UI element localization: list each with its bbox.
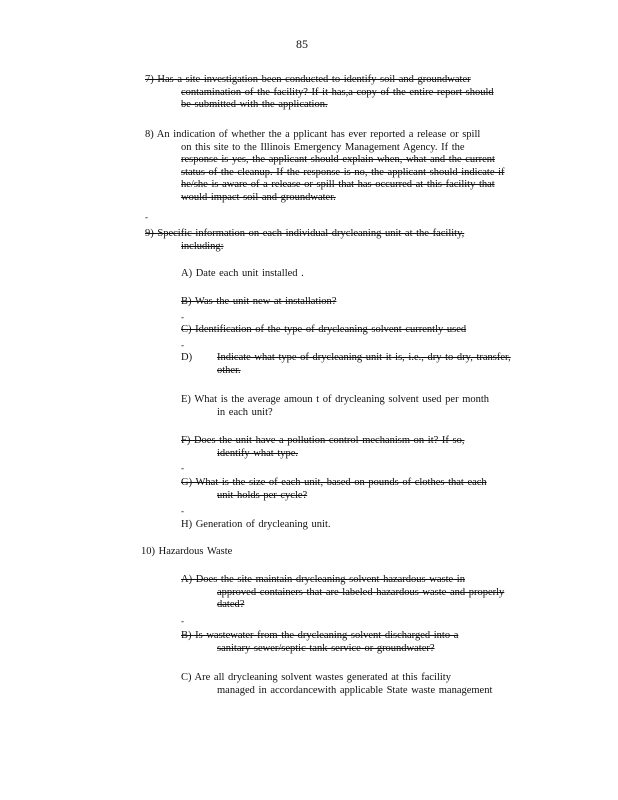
item-9-line-1: 9) Specific information on each individual drycleaning unit at the facility,	[145, 228, 465, 239]
item-8-line-1: 8) An indication of whether the a pplicant has ever reported a release or spill	[145, 129, 481, 140]
page-number: 85	[296, 37, 308, 51]
item-9-g-line-2: unit holds per cycle?	[217, 489, 308, 501]
item-9-f-line-2: identify what type.	[217, 447, 299, 459]
item-8-line-2: on this site to the Illinois Emergency Management Agency. If the	[181, 141, 465, 153]
item-9-g-line-1: G) What is the size of each unit, based on pounds of clothes that each	[181, 477, 487, 488]
item-10-b	[181, 630, 458, 655]
item-9-e-line-2: in each unit?	[217, 406, 273, 418]
item-8-line-4: status of the cleanup. If the response is no, the applicant should indicate if	[181, 166, 505, 178]
item-9-e	[181, 394, 489, 419]
item-10-c	[181, 672, 492, 697]
dash-marker: -	[181, 506, 184, 516]
item-10-a	[181, 574, 504, 612]
item-9-h	[181, 519, 331, 532]
item-9-b-line: B) Was the unit new at installation?	[181, 296, 337, 307]
item-10-c-line-2: managed in accordancewith applicable State waste management	[217, 684, 493, 696]
item-8-line-5: he/she is aware of a release or spill that has occurred at this facility that	[181, 179, 495, 191]
item-10-b-line-1: B) Is wastewater from the drycleaning solvent discharged into a	[181, 630, 459, 641]
dash-marker: -	[181, 312, 184, 322]
item-9-d-label: D)	[181, 352, 193, 363]
item-7-line-1: 7) Has a site investigation been conducted to identify soil and groundwater	[145, 74, 471, 85]
item-9-g	[181, 477, 487, 502]
item-10-a-line-1: A) Does the site maintain drycleaning solvent hazardous waste in	[181, 574, 465, 585]
item-10-a-line-3: dated?	[217, 599, 245, 611]
item-9-a-line: A) Date each unit installed .	[181, 268, 304, 279]
item-10-b-line-2: sanitary sewer/septic tank service or groundwater?	[217, 642, 435, 654]
item-10-heading-line: 10) Hazardous Waste	[141, 546, 233, 557]
item-8-line-3: response is yes, the applicant should explain when, what and the current	[181, 154, 495, 166]
item-7-line-3: be submitted with the application.	[181, 99, 328, 111]
item-9-f	[181, 435, 465, 460]
item-10-a-line-2: approved containers that are labeled hazardous waste and properly	[217, 586, 505, 598]
item-8-release-indication	[145, 129, 505, 205]
item-9-drycleaning-units	[145, 228, 464, 253]
item-7-site-investigation	[145, 74, 494, 112]
item-9-d-line-1: Indicate what type of drycleaning unit it is, i.e., dry to dry, transfer,	[217, 352, 511, 363]
item-9-h-line: H) Generation of drycleaning unit.	[181, 519, 331, 530]
item-9-line-2: including:	[181, 240, 224, 252]
item-9-b	[181, 296, 336, 309]
item-8-line-6: would impact soil and groundwater.	[181, 191, 336, 203]
item-9-d-line-2: other.	[217, 364, 241, 376]
item-10-heading	[141, 546, 232, 559]
item-9-a	[181, 268, 304, 281]
dash-marker: -	[181, 616, 184, 626]
item-9-f-line-1: F) Does the unit have a pollution control mechanism on it? If so,	[181, 435, 465, 446]
dash-marker: -	[181, 463, 184, 473]
item-9-d	[181, 352, 511, 377]
item-7-line-2: contamination of the facility? If it has,a copy of the entire report should	[181, 86, 494, 98]
item-9-c-line: C) Identification of the type of drycleaning solvent currently used	[181, 324, 467, 335]
item-9-c	[181, 324, 466, 337]
dash-marker: -	[145, 212, 148, 222]
item-10-c-line-1: C) Are all drycleaning solvent wastes generated at this facility	[181, 672, 451, 683]
item-9-e-line-1: E) What is the average amoun t of drycleaning solvent used per month	[181, 394, 490, 405]
dash-marker: -	[181, 340, 184, 350]
